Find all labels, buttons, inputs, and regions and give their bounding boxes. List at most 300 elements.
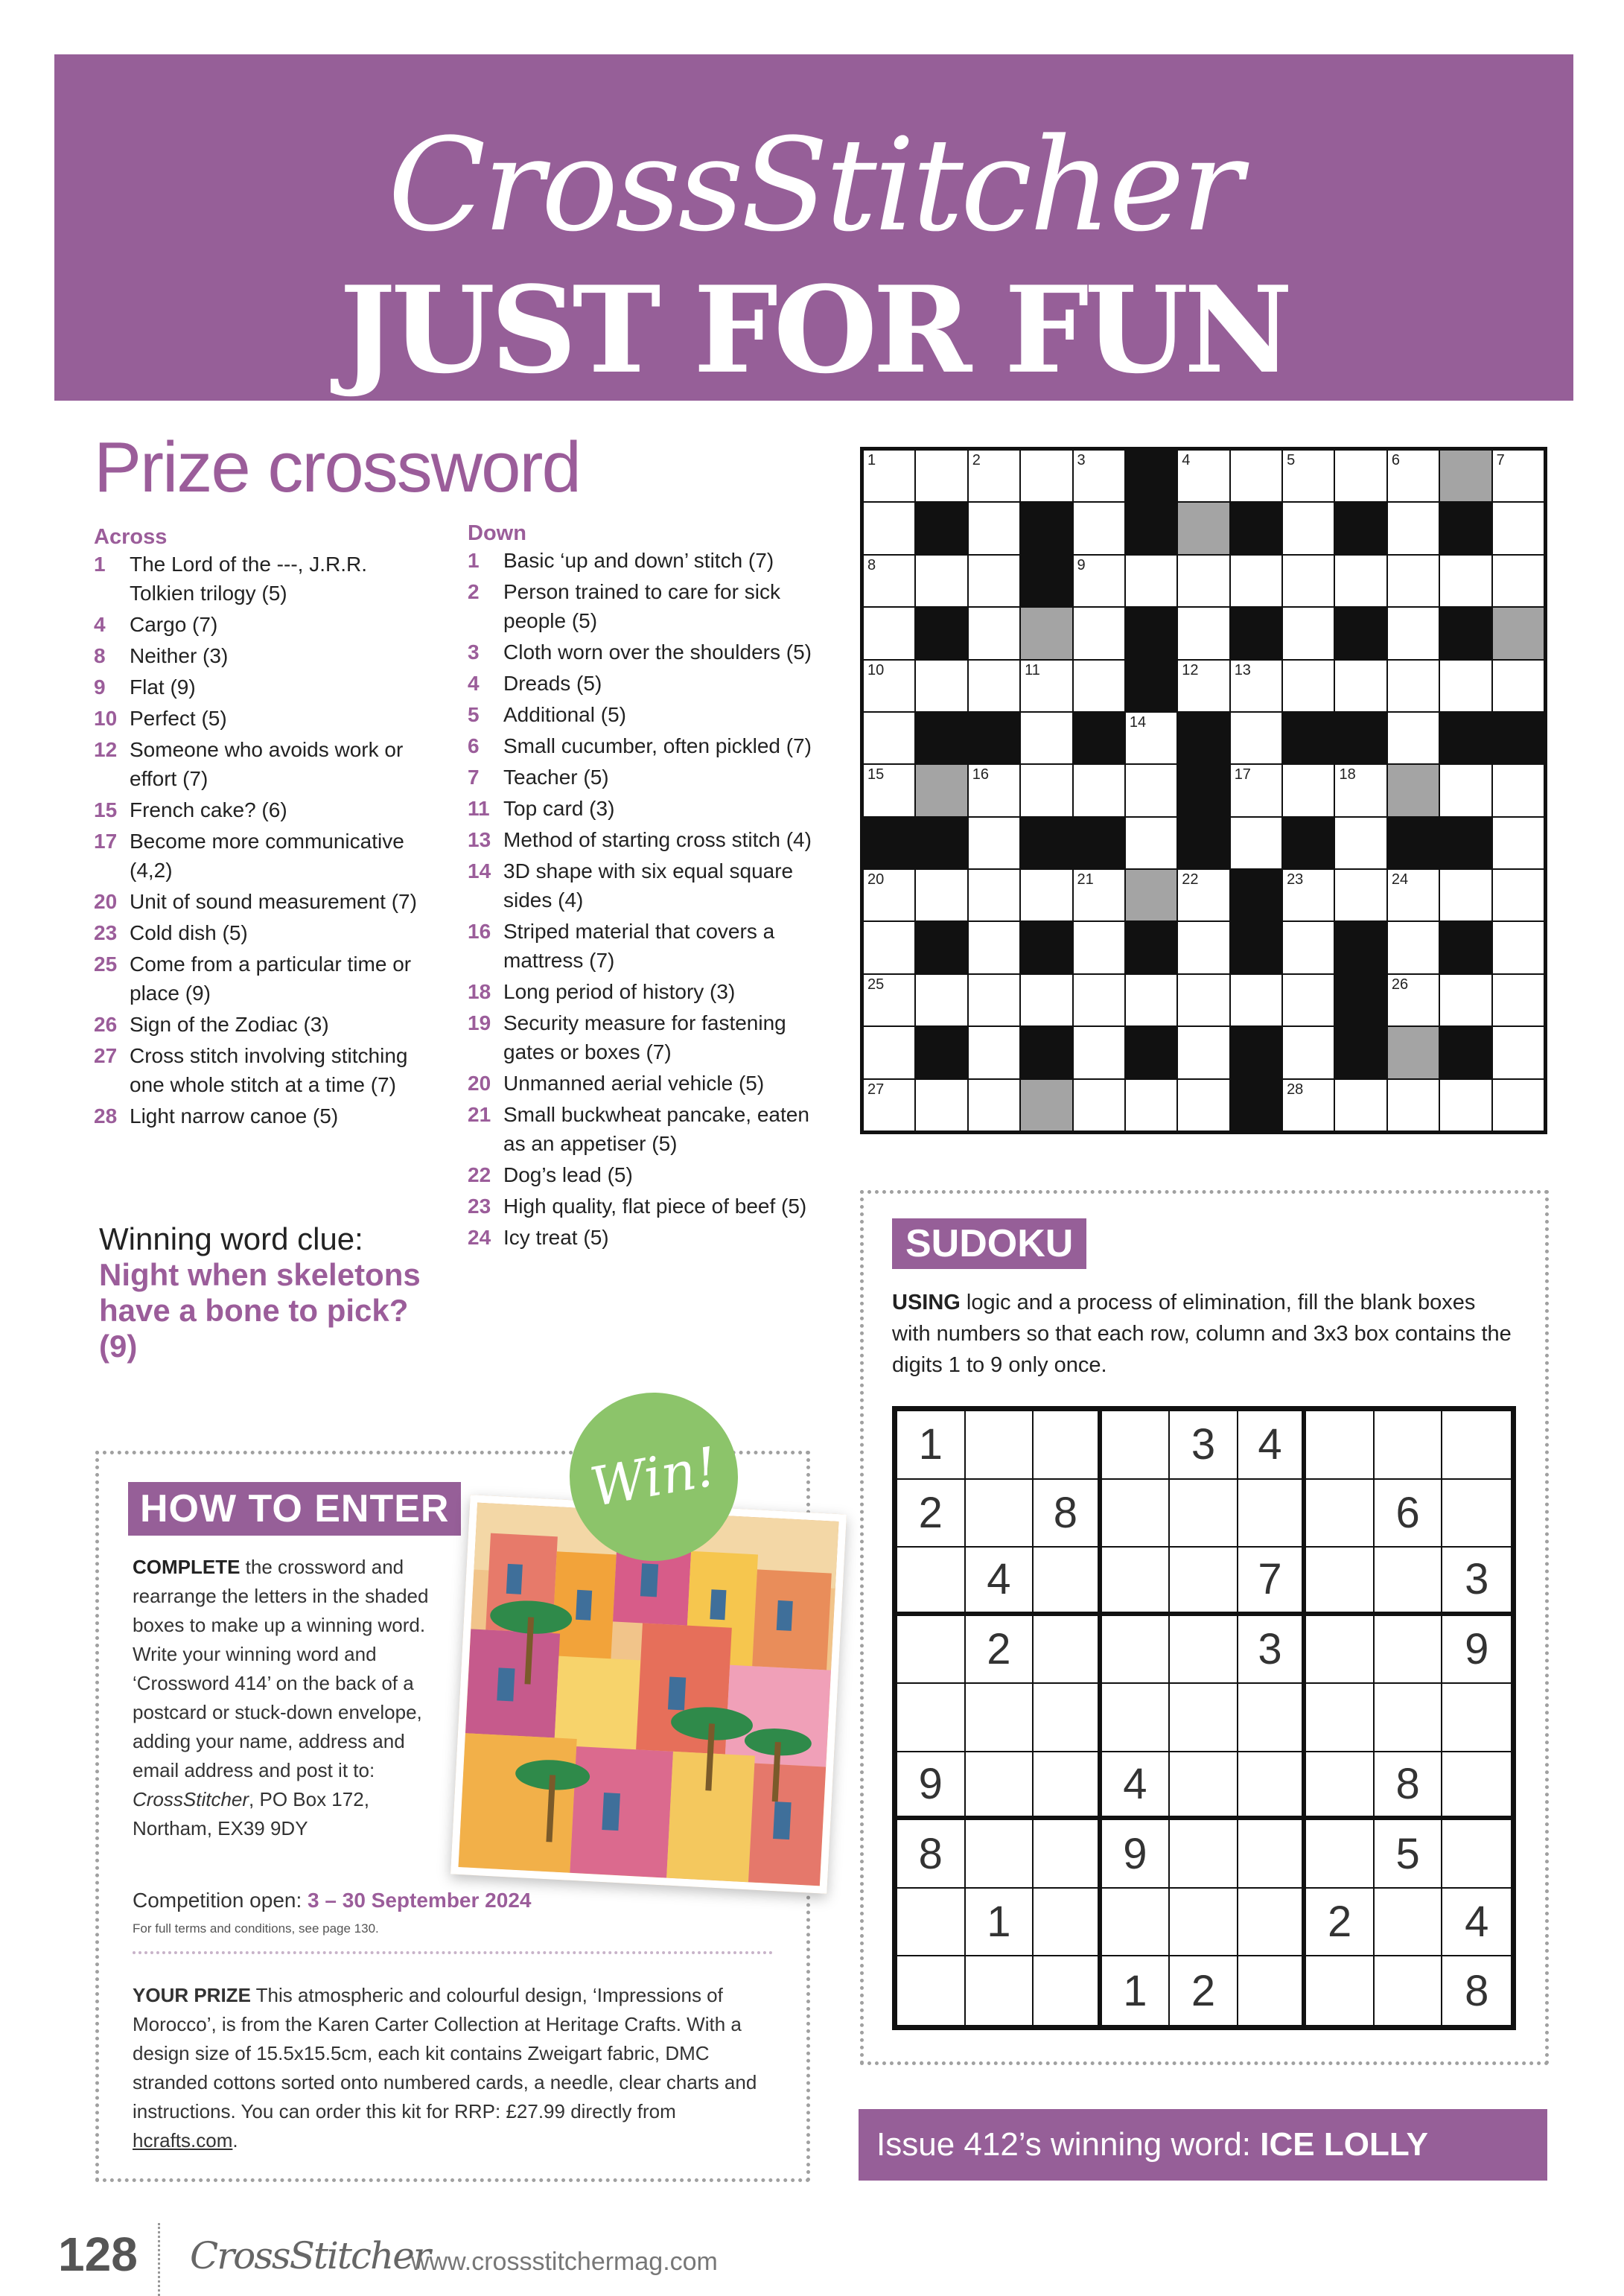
sudoku-empty-cell[interactable]	[966, 1411, 1034, 1480]
down-clue	[468, 917, 825, 975]
crossword-cell[interactable]	[1493, 1027, 1544, 1078]
sudoku-empty-cell[interactable]	[966, 1752, 1034, 1821]
sudoku-label: SUDOKU	[892, 1218, 1086, 1269]
sudoku-empty-cell[interactable]	[1442, 1411, 1511, 1480]
crossword-cell[interactable]	[1388, 870, 1439, 920]
across-clue	[94, 704, 433, 733]
sudoku-grid	[892, 1406, 1516, 2030]
clue-number: 12	[94, 738, 118, 761]
sudoku-empty-cell[interactable]	[1238, 1889, 1307, 1957]
crossword-cell[interactable]	[916, 870, 967, 920]
black-cell	[864, 818, 914, 868]
clue-text: Striped material that covers a mattress (7)	[503, 920, 775, 972]
crossword-cell[interactable]	[1493, 451, 1544, 501]
sudoku-empty-cell[interactable]	[1170, 1684, 1238, 1752]
shaded-cell[interactable]	[1388, 765, 1439, 815]
down-clue	[468, 825, 825, 854]
crossword-cell[interactable]	[969, 922, 1019, 973]
cell-number: 1	[867, 452, 876, 468]
sudoku-given-cell: 8	[897, 1820, 966, 1889]
crossword-cell[interactable]	[1283, 765, 1334, 815]
crossword-cell[interactable]	[1440, 870, 1491, 920]
cell-number: 5	[1287, 452, 1296, 468]
crossword-cell[interactable]	[1283, 1080, 1334, 1130]
shaded-cell[interactable]	[1493, 608, 1544, 658]
footer-url[interactable]: www.crossstitchermag.com	[411, 2248, 718, 2276]
crossword-cell[interactable]	[1335, 661, 1386, 711]
crossword-cell[interactable]	[916, 1080, 967, 1130]
crossword-cell[interactable]	[1074, 451, 1124, 501]
black-cell	[916, 713, 967, 763]
sudoku-empty-cell[interactable]	[966, 1684, 1034, 1752]
across-clue	[94, 735, 433, 793]
crossword-cell[interactable]	[1493, 661, 1544, 711]
cell-number: 15	[867, 766, 885, 783]
black-cell	[1126, 608, 1176, 658]
crossword-cell[interactable]	[1178, 922, 1229, 973]
crossword-cell[interactable]	[969, 1027, 1019, 1078]
cell-number: 11	[1025, 661, 1040, 678]
cell-number: 21	[1077, 871, 1094, 888]
enter-text-2: , PO Box 172, Northam, EX39 9DY	[133, 1788, 369, 1839]
sudoku-empty-cell[interactable]	[1034, 1889, 1102, 1957]
crossword-cell[interactable]	[1283, 922, 1334, 973]
enter-text-1: the crossword and rearrange the letters in the shaded boxes to make up a winning word. Write your winning word and ‘Crossword 414’ on the back of a postcard or stuck-down envelope, adding your name, address and email address and post it to:	[133, 1556, 429, 1781]
sudoku-empty-cell[interactable]	[1442, 1480, 1511, 1548]
crossword-cell[interactable]	[1178, 870, 1229, 920]
shaded-cell[interactable]	[1388, 1027, 1439, 1078]
across-list	[94, 550, 433, 1130]
tagline: JUST FOR FUN	[339, 260, 1289, 400]
crossword-cell[interactable]	[1126, 975, 1176, 1025]
clue-number: 20	[94, 890, 118, 913]
crossword-cell[interactable]	[1493, 1080, 1544, 1130]
sudoku-empty-cell[interactable]	[966, 1820, 1034, 1889]
down-clue	[468, 669, 825, 698]
clue-text: Unmanned aerial vehicle (5)	[503, 1072, 765, 1095]
cell-number: 10	[867, 661, 885, 678]
crossword-cell[interactable]	[1493, 870, 1544, 920]
clue-number: 8	[94, 644, 106, 667]
crossword-cell[interactable]	[1283, 975, 1334, 1025]
crossword-cell[interactable]	[1231, 556, 1281, 606]
crossword-cell[interactable]	[1388, 608, 1439, 658]
across-clue	[94, 550, 433, 608]
crossword-cell[interactable]	[969, 556, 1019, 606]
crossword-cell[interactable]	[1440, 556, 1491, 606]
clue-number: 28	[94, 1104, 118, 1128]
crossword-cell[interactable]	[864, 713, 914, 763]
clue-number: 3	[468, 640, 480, 664]
crossword-cell[interactable]	[864, 1027, 914, 1078]
clue-number: 13	[468, 828, 491, 851]
crossword-cell[interactable]	[1178, 975, 1229, 1025]
sudoku-empty-cell[interactable]	[1375, 1548, 1443, 1616]
crossword-cell[interactable]	[916, 975, 967, 1025]
crossword-cell[interactable]	[1335, 556, 1386, 606]
clue-text: Person trained to care for sick people (5)	[503, 580, 780, 632]
black-cell	[1021, 922, 1071, 973]
winning-word-banner	[859, 2109, 1547, 2181]
crossword-cell[interactable]	[1178, 661, 1229, 711]
crossword-cell[interactable]	[1126, 556, 1176, 606]
crossword-cell[interactable]	[864, 765, 914, 815]
crossword-cell[interactable]	[1074, 1080, 1124, 1130]
sudoku-empty-cell[interactable]	[1102, 1616, 1171, 1685]
crossword-cell[interactable]	[1074, 922, 1124, 973]
sudoku-given-cell: 8	[1465, 1966, 1489, 2015]
competition-label: Competition open:	[133, 1889, 308, 1912]
clue-text: Small buckwheat pancake, eaten as an appetiser (5)	[503, 1103, 809, 1155]
crossword-cell[interactable]	[864, 556, 914, 606]
crossword-cell[interactable]	[1074, 608, 1124, 658]
sudoku-empty-cell[interactable]	[1306, 1820, 1375, 1889]
footer-separator	[158, 2223, 160, 2296]
sudoku-given-cell: 9	[1442, 1616, 1511, 1685]
crossword-cell[interactable]	[916, 661, 967, 711]
crossword-cell[interactable]	[1074, 661, 1124, 711]
black-cell	[1440, 818, 1491, 868]
black-cell	[1440, 503, 1491, 553]
divider	[133, 1951, 773, 1962]
crossword-cell[interactable]	[969, 503, 1019, 553]
crossword-cell[interactable]	[1126, 1080, 1176, 1130]
down-clue	[468, 794, 825, 823]
crossword-cell[interactable]	[1178, 451, 1229, 501]
black-cell	[1126, 661, 1176, 711]
clue-number: 24	[468, 1226, 491, 1249]
clue-number: 14	[468, 859, 491, 883]
crossword-cell[interactable]	[1283, 870, 1334, 920]
sudoku-given-cell: 8	[1034, 1480, 1102, 1548]
sudoku-empty-cell[interactable]	[1034, 1956, 1102, 2025]
sudoku-empty-cell[interactable]	[897, 1889, 966, 1957]
clue-number: 11	[468, 797, 490, 820]
sudoku-empty-cell[interactable]	[1034, 1411, 1102, 1480]
crossword-cell[interactable]	[864, 661, 914, 711]
black-cell	[1440, 1027, 1491, 1078]
crossword-cell[interactable]	[1021, 451, 1071, 501]
down-clue	[468, 1069, 825, 1098]
sudoku-empty-cell[interactable]	[1034, 1820, 1102, 1889]
cell-number: 28	[1287, 1081, 1304, 1098]
crossword-cell[interactable]	[1440, 1080, 1491, 1130]
down-clue	[468, 1008, 825, 1066]
winning-clue-label: Winning word clue:	[99, 1221, 363, 1256]
sudoku-empty-cell[interactable]	[897, 1956, 966, 2025]
sudoku-given-cell: 2	[966, 1616, 1034, 1685]
black-cell	[1231, 1027, 1281, 1078]
black-cell	[1178, 713, 1229, 763]
crossword-cell[interactable]	[1074, 503, 1124, 553]
clue-text: Neither (3)	[130, 644, 229, 667]
crossword-cell[interactable]	[969, 1080, 1019, 1130]
sudoku-empty-cell[interactable]	[1034, 1684, 1102, 1752]
sudoku-empty-cell[interactable]	[1238, 1820, 1307, 1889]
shaded-cell[interactable]	[1021, 608, 1071, 658]
crossword-cell[interactable]	[1388, 661, 1439, 711]
cell-number: 4	[1182, 452, 1191, 468]
sudoku-given-cell: 1	[897, 1411, 966, 1480]
sudoku-given-cell: 8	[1375, 1752, 1443, 1821]
black-cell	[1021, 818, 1071, 868]
crossword-cell[interactable]	[1283, 661, 1334, 711]
sudoku-given-cell: 4	[1442, 1889, 1511, 1957]
clue-number: 4	[468, 672, 480, 695]
sudoku-given-cell: 1	[1102, 1956, 1171, 2025]
cell-number: 25	[867, 976, 885, 993]
sudoku-instr-lead: USING	[892, 1291, 961, 1314]
shaded-cell[interactable]	[1021, 1080, 1071, 1130]
black-cell	[1021, 503, 1071, 553]
clue-text: Come from a particular time or place (9)	[130, 953, 412, 1005]
crossword-cell[interactable]	[1283, 1027, 1334, 1078]
prize-text-2: .	[232, 2129, 238, 2152]
sudoku-empty-cell[interactable]	[1306, 1480, 1375, 1548]
clue-number: 26	[94, 1013, 118, 1036]
crossword-cell[interactable]	[1074, 975, 1124, 1025]
across-clue	[94, 950, 433, 1008]
sudoku-empty-cell[interactable]	[897, 1548, 966, 1616]
how-to-enter-label: HOW TO ENTER	[128, 1482, 461, 1536]
crossword-cell[interactable]	[1335, 451, 1386, 501]
crossword-cell[interactable]	[1126, 818, 1176, 868]
clue-text: The Lord of the ---, J.R.R. Tolkien trilogy (5)	[130, 553, 367, 605]
crossword-cell[interactable]	[1074, 765, 1124, 815]
sudoku-empty-cell[interactable]	[1102, 1684, 1171, 1752]
across-clue	[94, 795, 433, 824]
clue-text: Long period of history (3)	[503, 980, 736, 1003]
sudoku-empty-cell[interactable]	[1102, 1548, 1171, 1616]
black-cell	[1021, 1027, 1071, 1078]
crossword-cell[interactable]	[1231, 713, 1281, 763]
crossword-cell[interactable]	[969, 451, 1019, 501]
sudoku-empty-cell[interactable]	[1442, 1752, 1511, 1821]
sudoku-empty-cell[interactable]	[1442, 1820, 1511, 1889]
black-cell	[1440, 922, 1491, 973]
clue-number: 23	[468, 1195, 491, 1218]
crossword-cell[interactable]	[1493, 975, 1544, 1025]
shaded-cell[interactable]	[1440, 451, 1491, 501]
clue-number: 1	[94, 553, 106, 576]
crossword-cell[interactable]	[1335, 765, 1386, 815]
sudoku-empty-cell[interactable]	[1034, 1616, 1102, 1685]
sudoku-empty-cell[interactable]	[1306, 1956, 1375, 2025]
crossword-cell[interactable]	[864, 922, 914, 973]
sudoku-empty-cell[interactable]	[1375, 1411, 1443, 1480]
sudoku-empty-cell[interactable]	[1034, 1752, 1102, 1821]
black-cell	[1126, 1027, 1176, 1078]
down-clue	[468, 1100, 825, 1158]
down-clue	[468, 700, 825, 729]
sudoku-given-cell: 2	[1306, 1889, 1375, 1957]
crossword-cell[interactable]	[916, 556, 967, 606]
crossword-cell[interactable]	[1493, 922, 1544, 973]
across-clue	[94, 1010, 433, 1039]
sudoku-empty-cell[interactable]	[1170, 1548, 1238, 1616]
clue-text: Cloth worn over the shoulders (5)	[503, 640, 812, 664]
clue-text: Dog’s lead (5)	[503, 1163, 633, 1186]
sudoku-empty-cell[interactable]	[1238, 1752, 1307, 1821]
crossword-cell[interactable]	[1074, 556, 1124, 606]
enter-lead: COMPLETE	[133, 1556, 241, 1578]
cell-number: 6	[1391, 452, 1400, 468]
sudoku-empty-cell[interactable]	[966, 1480, 1034, 1548]
black-cell	[1388, 818, 1439, 868]
crossword-cell[interactable]	[1021, 713, 1071, 763]
clue-number: 5	[468, 703, 480, 726]
crossword-cell[interactable]	[1074, 1027, 1124, 1078]
crossword-cell[interactable]	[1126, 765, 1176, 815]
clue-text: French cake? (6)	[130, 798, 287, 821]
sudoku-given-cell: 3	[1238, 1616, 1307, 1685]
sudoku-empty-cell[interactable]	[1306, 1616, 1375, 1685]
winning-clue-text: Night when skeletons have a bone to pick? (9)	[99, 1257, 421, 1364]
crossword-cell[interactable]	[1493, 503, 1544, 553]
shaded-cell[interactable]	[916, 765, 967, 815]
sudoku-empty-cell[interactable]	[1306, 1684, 1375, 1752]
crossword-cell[interactable]	[1021, 661, 1071, 711]
crossword-cell[interactable]	[916, 451, 967, 501]
crossword-cell[interactable]	[1283, 556, 1334, 606]
black-cell	[1231, 922, 1281, 973]
sudoku-empty-cell[interactable]	[1170, 1889, 1238, 1957]
crossword-cell[interactable]	[1440, 765, 1491, 815]
cell-number: 24	[1391, 871, 1409, 888]
crossword-cell[interactable]	[864, 975, 914, 1025]
sudoku-empty-cell[interactable]	[1442, 1684, 1511, 1752]
prize-link[interactable]: hcrafts.com	[133, 2129, 233, 2152]
crossword-cell[interactable]	[1178, 556, 1229, 606]
shaded-cell[interactable]	[1126, 870, 1176, 920]
sudoku-empty-cell[interactable]	[1034, 1548, 1102, 1616]
crossword-cell[interactable]	[969, 870, 1019, 920]
crossword-cell[interactable]	[1021, 870, 1071, 920]
sudoku-instructions	[892, 1287, 1518, 1381]
sudoku-empty-cell[interactable]	[1375, 1889, 1443, 1957]
across-clue	[94, 1101, 433, 1130]
sudoku-empty-cell[interactable]	[1306, 1752, 1375, 1821]
sudoku-empty-cell[interactable]	[1102, 1889, 1171, 1957]
black-cell	[1335, 503, 1386, 553]
page-number: 128	[58, 2227, 138, 2281]
black-cell	[916, 1027, 967, 1078]
enter-magazine: CrossStitcher	[133, 1788, 249, 1810]
crossword-cell[interactable]	[1021, 765, 1071, 815]
crossword-cell[interactable]	[1335, 870, 1386, 920]
sudoku-empty-cell[interactable]	[1238, 1480, 1307, 1548]
crossword-cell[interactable]	[1283, 608, 1334, 658]
sudoku-empty-cell[interactable]	[1170, 1616, 1238, 1685]
clue-number: 27	[94, 1044, 118, 1067]
crossword-cell[interactable]	[1178, 608, 1229, 658]
across-clue	[94, 827, 433, 885]
sudoku-empty-cell[interactable]	[1375, 1956, 1443, 2025]
crossword-cell[interactable]	[864, 608, 914, 658]
sudoku-empty-cell[interactable]	[897, 1616, 966, 1685]
crossword-cell[interactable]	[1126, 713, 1176, 763]
cell-number: 26	[1391, 976, 1409, 993]
sudoku-empty-cell[interactable]	[1375, 1616, 1443, 1685]
sudoku-empty-cell[interactable]	[1375, 1684, 1443, 1752]
sudoku-empty-cell[interactable]	[1238, 1956, 1307, 2025]
crossword-cell[interactable]	[1388, 975, 1439, 1025]
sudoku-empty-cell[interactable]	[1102, 1411, 1171, 1480]
black-cell	[1440, 608, 1491, 658]
down-clue	[468, 731, 825, 760]
down-clue	[468, 637, 825, 667]
black-cell	[1231, 870, 1281, 920]
shaded-cell[interactable]	[1178, 503, 1229, 553]
crossword-cell[interactable]	[864, 503, 914, 553]
black-cell	[1335, 922, 1386, 973]
clue-number: 7	[468, 766, 480, 789]
crossword-cell[interactable]	[1440, 661, 1491, 711]
crossword-cell[interactable]	[969, 975, 1019, 1025]
clue-text: Security measure for fastening gates or boxes (7)	[503, 1011, 786, 1063]
across-heading: Across	[94, 525, 168, 549]
sudoku-empty-cell[interactable]	[1170, 1480, 1238, 1548]
crossword-cell[interactable]	[1021, 975, 1071, 1025]
sudoku-empty-cell[interactable]	[966, 1956, 1034, 2025]
crossword-cell[interactable]	[1231, 451, 1281, 501]
crossword-cell[interactable]	[1493, 556, 1544, 606]
crossword-cell[interactable]	[1178, 1080, 1229, 1130]
crossword-cell[interactable]	[969, 765, 1019, 815]
crossword-cell[interactable]	[1388, 713, 1439, 763]
crossword-cell[interactable]	[1283, 503, 1334, 553]
crossword-cell[interactable]	[864, 1080, 914, 1130]
winning-word-label: Issue 412’s winning word:	[876, 2126, 1261, 2163]
crossword-cell[interactable]	[1074, 870, 1124, 920]
sudoku-empty-cell[interactable]	[1170, 1752, 1238, 1821]
crossword-cell[interactable]	[1335, 1080, 1386, 1130]
crossword-cell[interactable]	[864, 451, 914, 501]
clue-text: Additional (5)	[503, 703, 626, 726]
crossword-cell[interactable]	[1440, 975, 1491, 1025]
sudoku-empty-cell[interactable]	[1102, 1480, 1171, 1548]
crossword-cell[interactable]	[1231, 765, 1281, 815]
black-cell	[916, 922, 967, 973]
sudoku-empty-cell[interactable]	[1306, 1411, 1375, 1480]
sudoku-empty-cell[interactable]	[1306, 1548, 1375, 1616]
crossword-cell[interactable]	[1231, 975, 1281, 1025]
crossword-cell[interactable]	[1335, 818, 1386, 868]
crossword-cell[interactable]	[969, 608, 1019, 658]
sudoku-given-cell: 9	[1102, 1820, 1171, 1889]
crossword-cell[interactable]	[1493, 765, 1544, 815]
sudoku-empty-cell[interactable]	[1238, 1684, 1307, 1752]
sudoku-given-cell: 6	[1375, 1480, 1443, 1548]
crossword-cell[interactable]	[1231, 661, 1281, 711]
crossword-cell[interactable]	[1388, 1080, 1439, 1130]
sudoku-empty-cell[interactable]	[1170, 1820, 1238, 1889]
cell-number: 9	[1077, 556, 1086, 573]
crossword-cell[interactable]	[1388, 922, 1439, 973]
sudoku-empty-cell[interactable]	[897, 1684, 966, 1752]
crossword-cell[interactable]	[1388, 503, 1439, 553]
crossword-cell[interactable]	[1283, 451, 1334, 501]
crossword-cell[interactable]	[969, 818, 1019, 868]
crossword-cell[interactable]	[1231, 818, 1281, 868]
crossword-cell[interactable]	[864, 870, 914, 920]
crossword-cell[interactable]	[1178, 1027, 1229, 1078]
crossword-cell[interactable]	[1388, 556, 1439, 606]
crossword-cell[interactable]	[969, 661, 1019, 711]
crossword-cell[interactable]	[1493, 818, 1544, 868]
clue-number: 20	[468, 1072, 491, 1095]
crossword-cell[interactable]	[1388, 451, 1439, 501]
